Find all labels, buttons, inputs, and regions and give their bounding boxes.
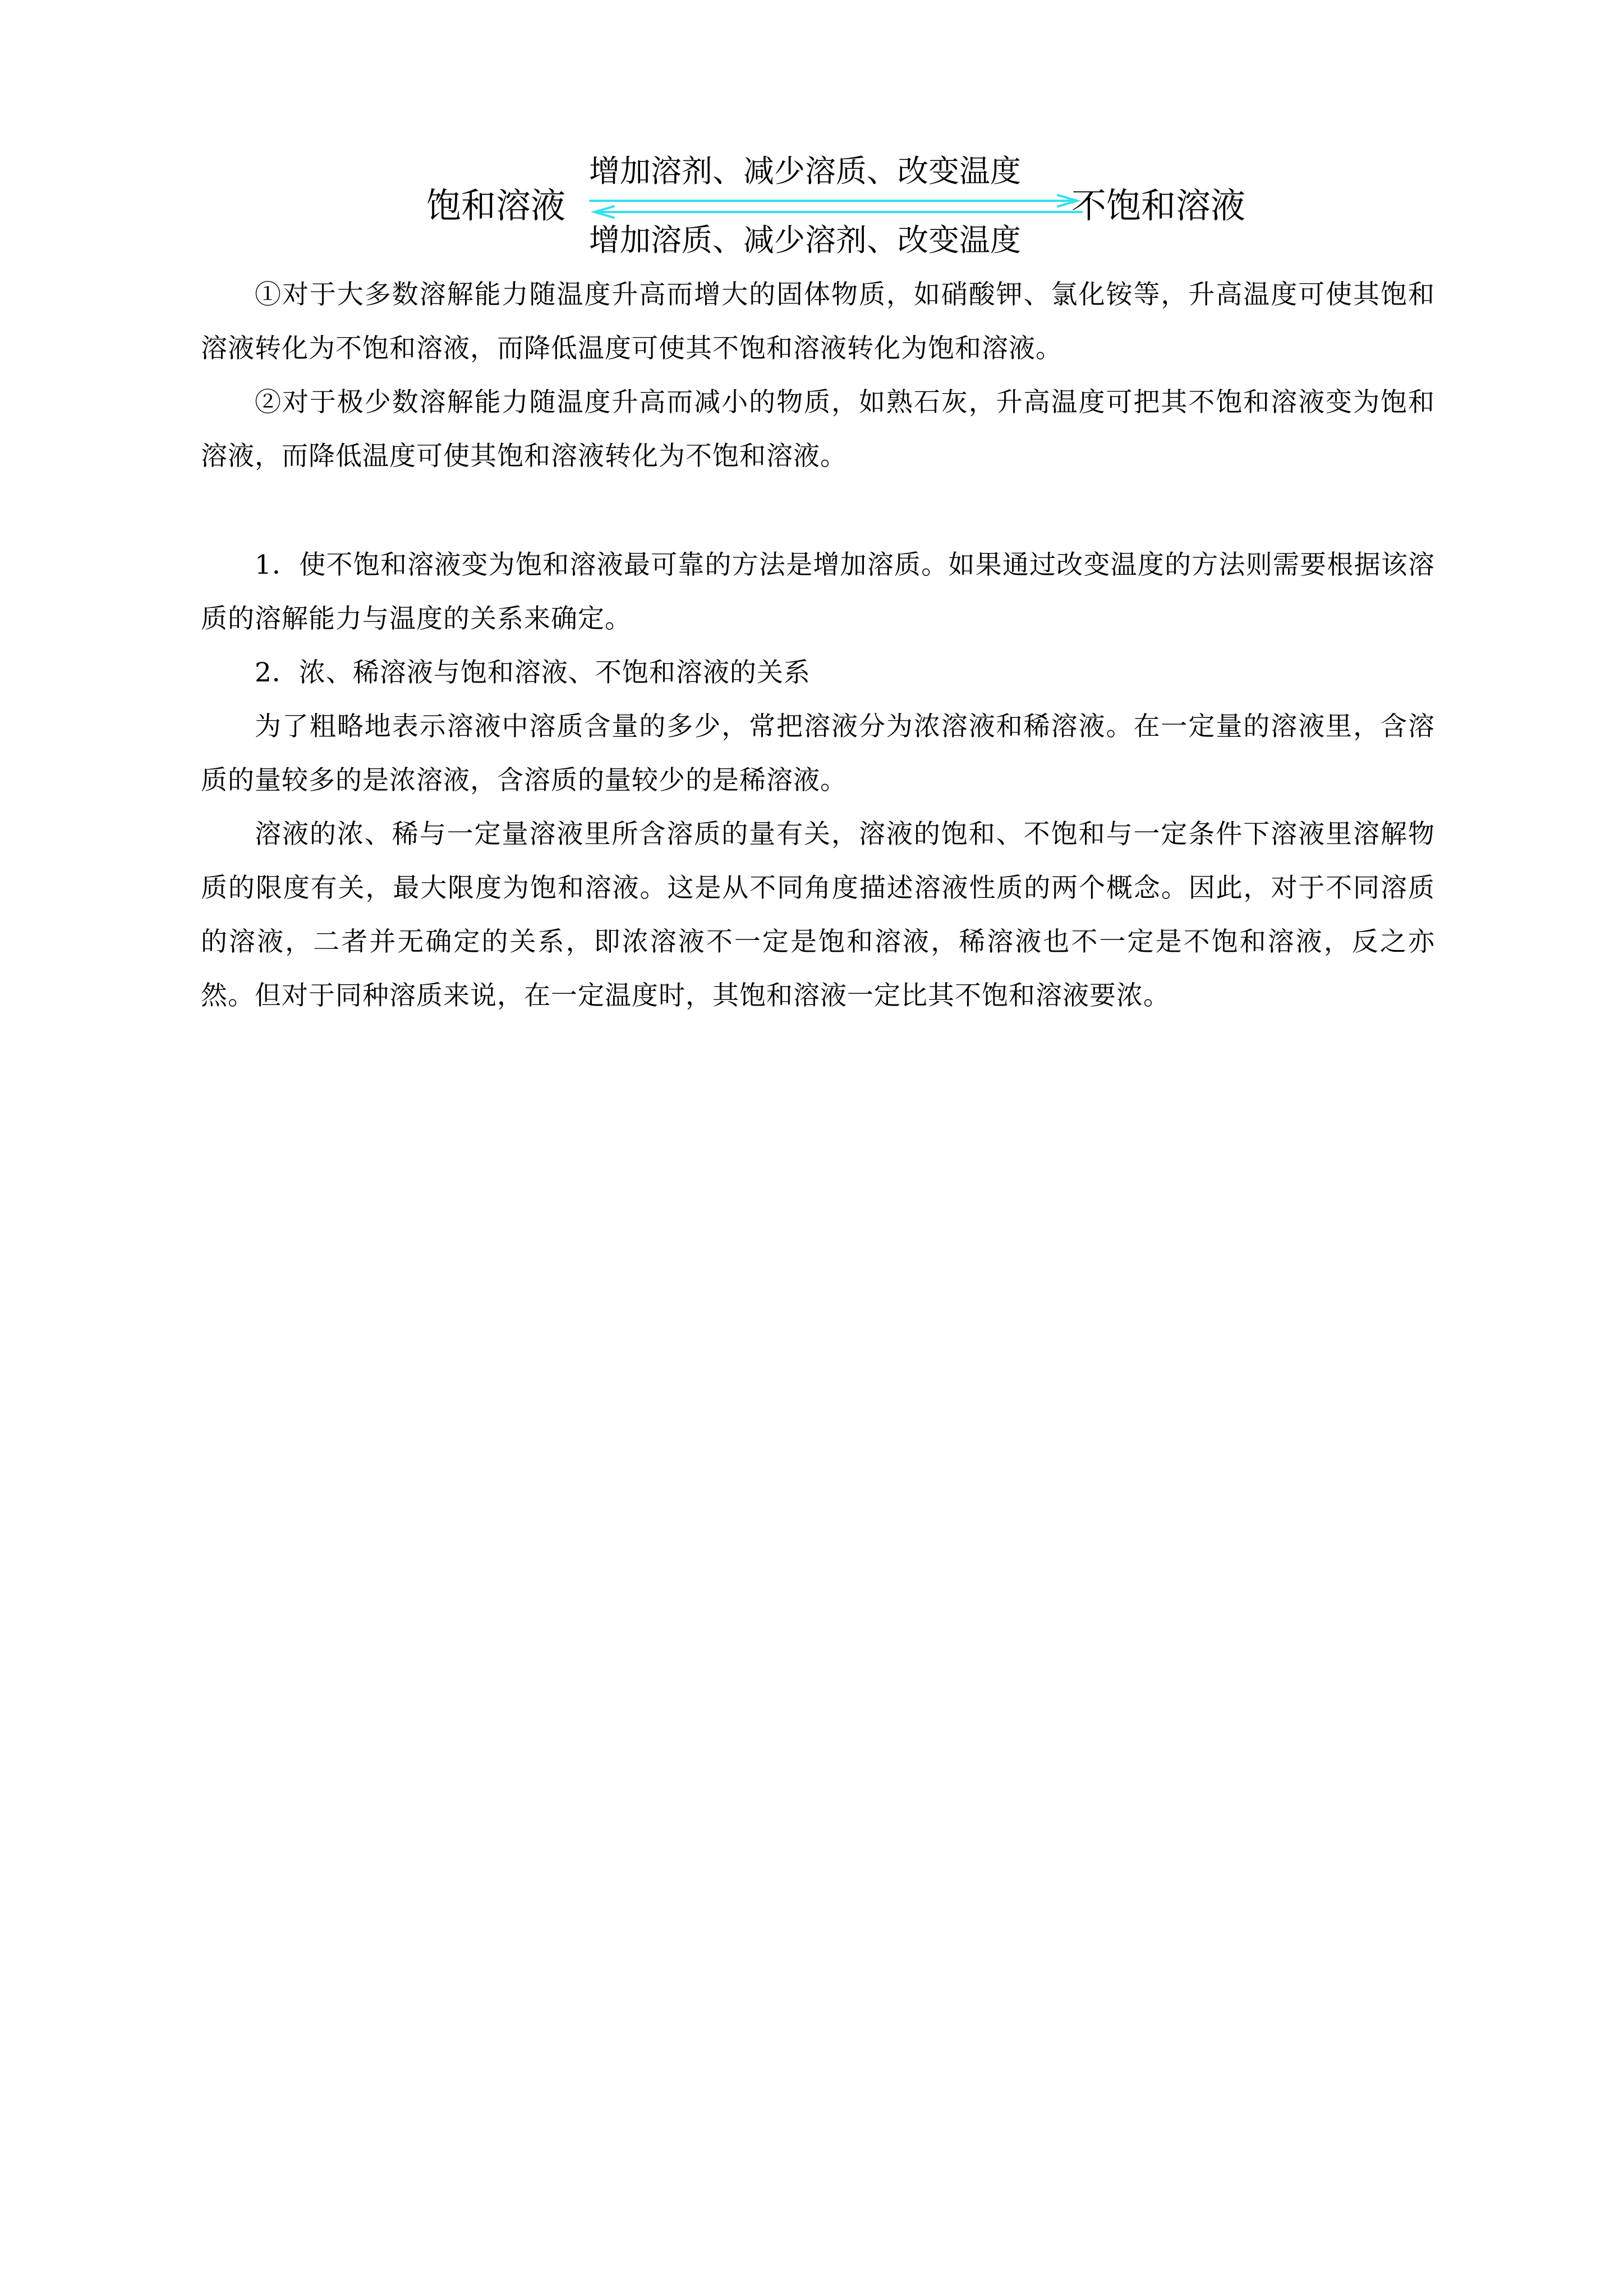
saturation-conversion-diagram [426,145,1268,268]
paragraph-point-1: 1．使不饱和溶液变为饱和溶液最可靠的方法是增加溶质。如果通过改变温度的方法则需要根据该溶质的溶解能力与温度的关系来确定。 [201,550,1435,634]
bidirectional-arrows [589,194,1083,219]
backward-condition-label: 增加溶质、减少溶剂、改变温度 [589,222,1022,258]
paragraph-rising-solubility: ①对于大多数溶解能力随温度升高而增大的固体物质，如硝酸钾、氯化铵等，升高温度可使其饱和溶液转化为不饱和溶液，而降低温度可使其不饱和溶液转化为饱和溶液。 [201,279,1435,364]
unsaturated-solution-label: 不饱和溶液 [1071,185,1246,226]
paragraph-concentrated-dilute: 为了粗略地表示溶液中溶质含量的多少，常把溶液分为浓溶液和稀溶液。在一定量的溶液里，含溶质的量较多的是浓溶液，含溶质的量较少的是稀溶液。 [201,711,1435,796]
paragraph-point-2-heading: 2．浓、稀溶液与饱和溶液、不饱和溶液的关系 [255,657,811,688]
saturated-solution-label: 饱和溶液 [426,185,566,226]
paragraph-relationship: 溶液的浓、稀与一定量溶液里所含溶质的量有关，溶液的饱和、不饱和与一定条件下溶液里溶解物质的限度有关，最大限度为饱和溶液。这是从不同角度描述溶液性质的两个概念。因此，对于不同溶质的溶液，二者并无确定的关系，即浓溶液不一定是饱和溶液，稀溶液也不一定是不饱和溶液，反之亦然。但对于同种溶质来说，在一定温度时，其饱和溶液一定比其不饱和溶液要浓。 [201,819,1435,1011]
paragraph-falling-solubility: ②对于极少数溶解能力随温度升高而减小的物质，如熟石灰，升高温度可把其不饱和溶液变为饱和溶液，而降低温度可使其饱和溶液转化为不饱和溶液。 [201,387,1435,472]
forward-condition-label: 增加溶剂、减少溶质、改变温度 [589,153,1022,189]
